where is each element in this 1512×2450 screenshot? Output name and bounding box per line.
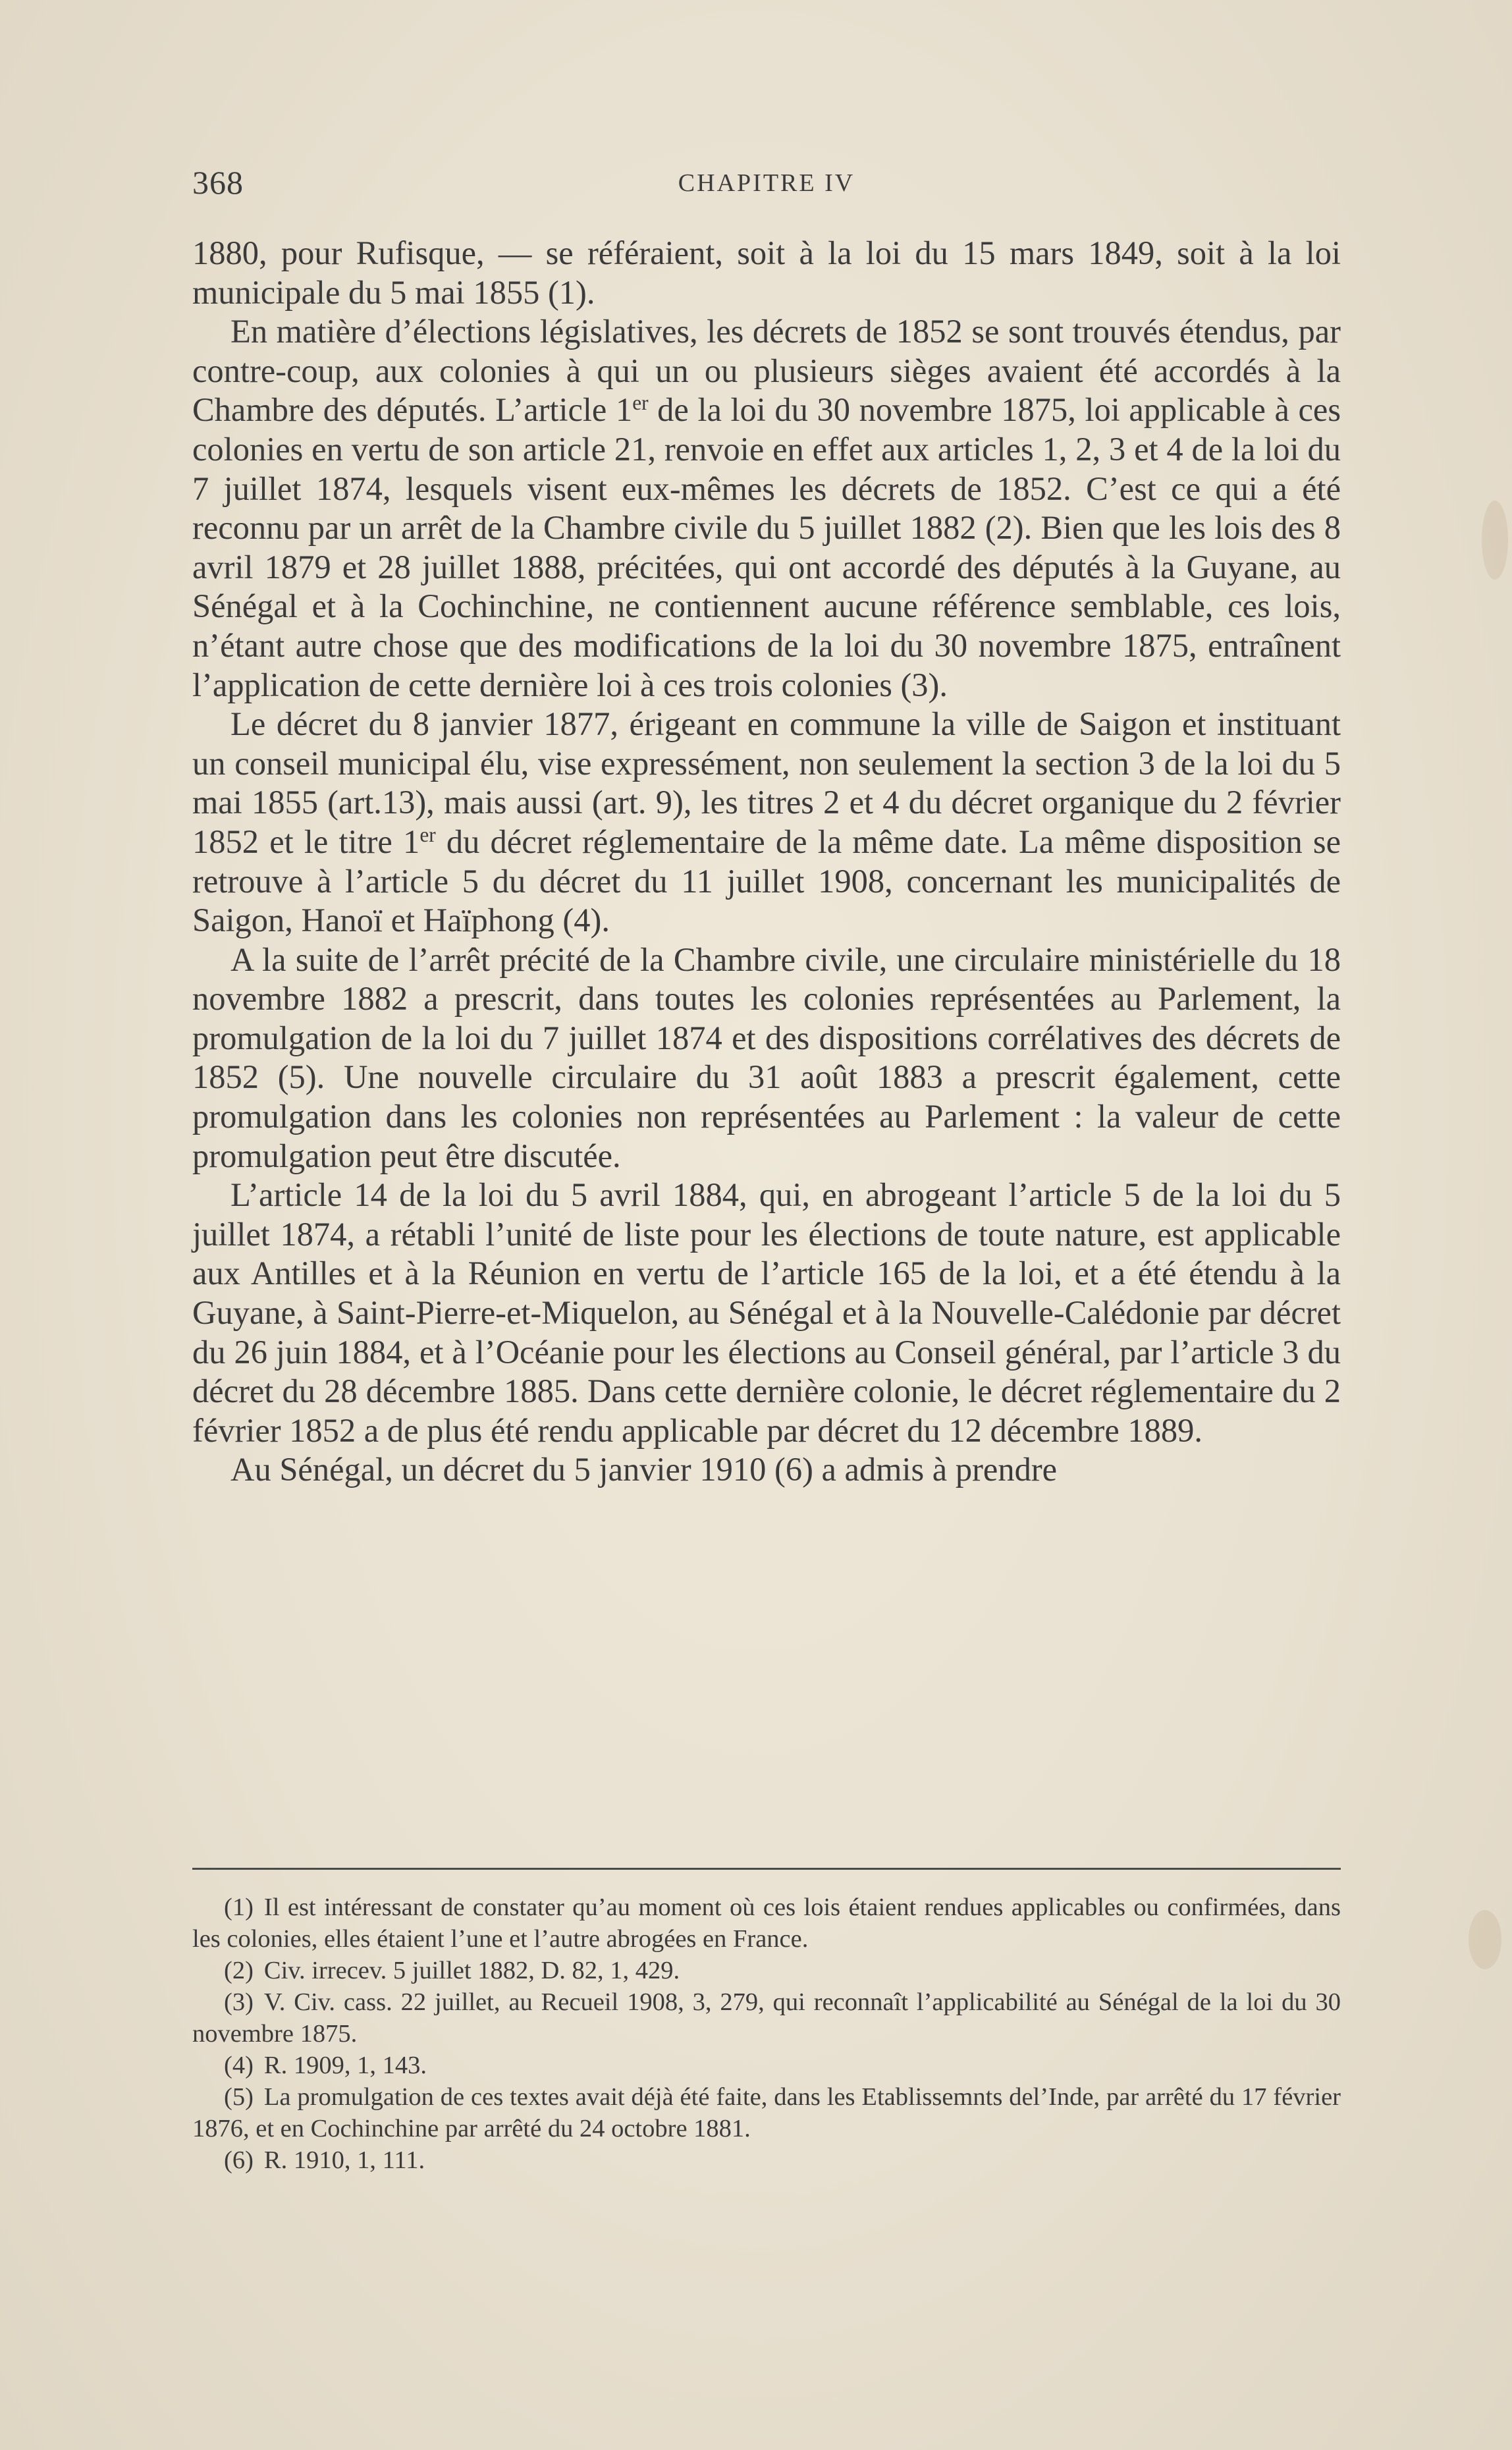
text-segment: 1880, pour Rufisque, — se référaient, soit à la loi du 15 mars 1849, soit à la loi municipale du 5 mai 1855 (1). bbox=[192, 234, 1341, 311]
body-text bbox=[192, 234, 1341, 1490]
footnote-text: La promulgation de ces textes avait déjà été faite, dans les Etablissemnts del’Inde, par arrêté du 17 février 1876, et en Cochinchine par arrêté du 24 octobre 1881. bbox=[192, 2083, 1341, 2142]
footnote-marker: (5) bbox=[224, 2083, 254, 2111]
text-segment: A la suite de l’arrêt précité de la Chambre civile, une circulaire ministérielle du 18 novembre 1882 a prescrit, dans toutes les colonies représentées au Parlement, la promulgation de la loi du 7 juillet 1874 et des dispositions corrélatives des décrets de 1852 (5). Une nouvelle circulaire du 31 août 1883 a prescrit également, cette promulgation dans les colonies non représentées au Parlement : la valeur de cette promulgation peut être discutée. bbox=[192, 940, 1341, 1174]
text-segment: de la loi du 30 novembre 1875, loi applicable à ces colonies en vertu de son article 21, renvoie en effet aux articles 1, 2, 3 et 4 de la loi du 7 juillet 1874, lesquels visent eux-mêmes les décrets de 1852. C’est ce qui a été reconnu par un arrêt de la Chambre civile du 5 juillet 1882 (2). Bien que les lois des 8 avril 1879 et 28 juillet 1888, précitées, qui ont accordé des députés à la Guyane, au Sénégal et à la Cochinchine, ne contiennent aucune référence semblable, ces lois, n’étant autre chose que des modifications de la loi du 30 novembre 1875, entraînent l’application de cette dernière loi à ces trois colonies (3). bbox=[192, 391, 1341, 703]
footnote bbox=[192, 2081, 1341, 2144]
paragraph bbox=[192, 705, 1341, 940]
footnote-divider bbox=[192, 1868, 1341, 1870]
running-title: CHAPITRE IV bbox=[678, 169, 855, 197]
footnote-text: Il est intéressant de constater qu’au moment où ces lois étaient rendues applicables ou confirmées, dans les colonies, elles étaient l’une et l’autre abrogées en France. bbox=[192, 1893, 1341, 1953]
footnote-marker: (3) bbox=[224, 1988, 254, 2016]
footnote-text: R. 1910, 1, 111. bbox=[263, 2146, 425, 2174]
superscript: er bbox=[419, 823, 436, 846]
text-segment: L’article 14 de la loi du 5 avril 1884, qui, en abrogeant l’article 5 de la loi du 5 juillet 1874, a rétabli l’unité de liste pour les élections de toute nature, est applicable aux Antilles et à la Réunion en vertu de l’article 165 de la loi, et a été étendu à la Guyane, à Saint-Pierre-et-Miquelon, au Sénégal et à la Nouvelle-Calédonie par décret du 26 juin 1884, et à l’Océanie pour les élections au Conseil général, par l’article 3 du décret du 28 décembre 1885. Dans cette dernière colonie, le décret réglementaire du 2 février 1852 a de plus été rendu applicable par décret du 12 décembre 1889. bbox=[192, 1176, 1341, 1449]
footnote bbox=[192, 1955, 1341, 1986]
text-segment: du décret réglementaire de la même date. La même disposition se retrouve à l’article 5 du décret du 11 juillet 1908, concernant les municipalités de Saigon, Hanoï et Haïphong (4). bbox=[192, 823, 1341, 939]
text-segment: Au Sénégal, un décret du 5 janvier 1910 (6) a admis à prendre bbox=[230, 1451, 1058, 1488]
footnote-marker: (1) bbox=[224, 1893, 254, 1921]
paragraph bbox=[192, 1176, 1341, 1450]
paragraph bbox=[192, 1450, 1341, 1490]
text-segment: En matière d’élections législatives, les décrets de 1852 se sont trouvés étendus, par contre-coup, aux colonies à qui un ou plusieurs sièges avaient été accordés à la Chambre des députés. L’article 1 bbox=[192, 313, 1341, 429]
paper-stain bbox=[1469, 1910, 1501, 1969]
footnote bbox=[192, 2144, 1341, 2176]
footnote-text: R. 1909, 1, 143. bbox=[263, 2052, 427, 2079]
footnotes bbox=[192, 1892, 1341, 2176]
footnote-marker: (2) bbox=[224, 1957, 254, 1984]
footnote bbox=[192, 1892, 1341, 1955]
paragraph bbox=[192, 940, 1341, 1176]
footnote bbox=[192, 2050, 1341, 2081]
footnote-text: V. Civ. cass. 22 juillet, au Recueil 1908, 3, 279, qui reconnaît l’applicabilité au Sénégal de la loi du 30 novembre 1875. bbox=[192, 1988, 1341, 2048]
paper-stain bbox=[1482, 501, 1508, 580]
footnote-text: Civ. irrecev. 5 juillet 1882, D. 82, 1, 429. bbox=[263, 1957, 680, 1984]
page-header bbox=[192, 163, 1341, 203]
footnote-marker: (6) bbox=[224, 2146, 254, 2174]
text-segment: Le décret du 8 janvier 1877, érigeant en commune la ville de Saigon et instituant un conseil municipal élu, vise expressément, non seulement la section 3 de la loi du 5 mai 1855 (art.13), mais aussi (art. 9), les titres 2 et 4 du décret organique du 2 février 1852 et le titre 1 bbox=[192, 705, 1341, 860]
superscript: er bbox=[632, 391, 649, 415]
paragraph bbox=[192, 312, 1341, 705]
footnote-marker: (4) bbox=[224, 2052, 254, 2079]
paragraph bbox=[192, 234, 1341, 312]
page-number: 368 bbox=[192, 164, 244, 201]
footnote bbox=[192, 1986, 1341, 2050]
